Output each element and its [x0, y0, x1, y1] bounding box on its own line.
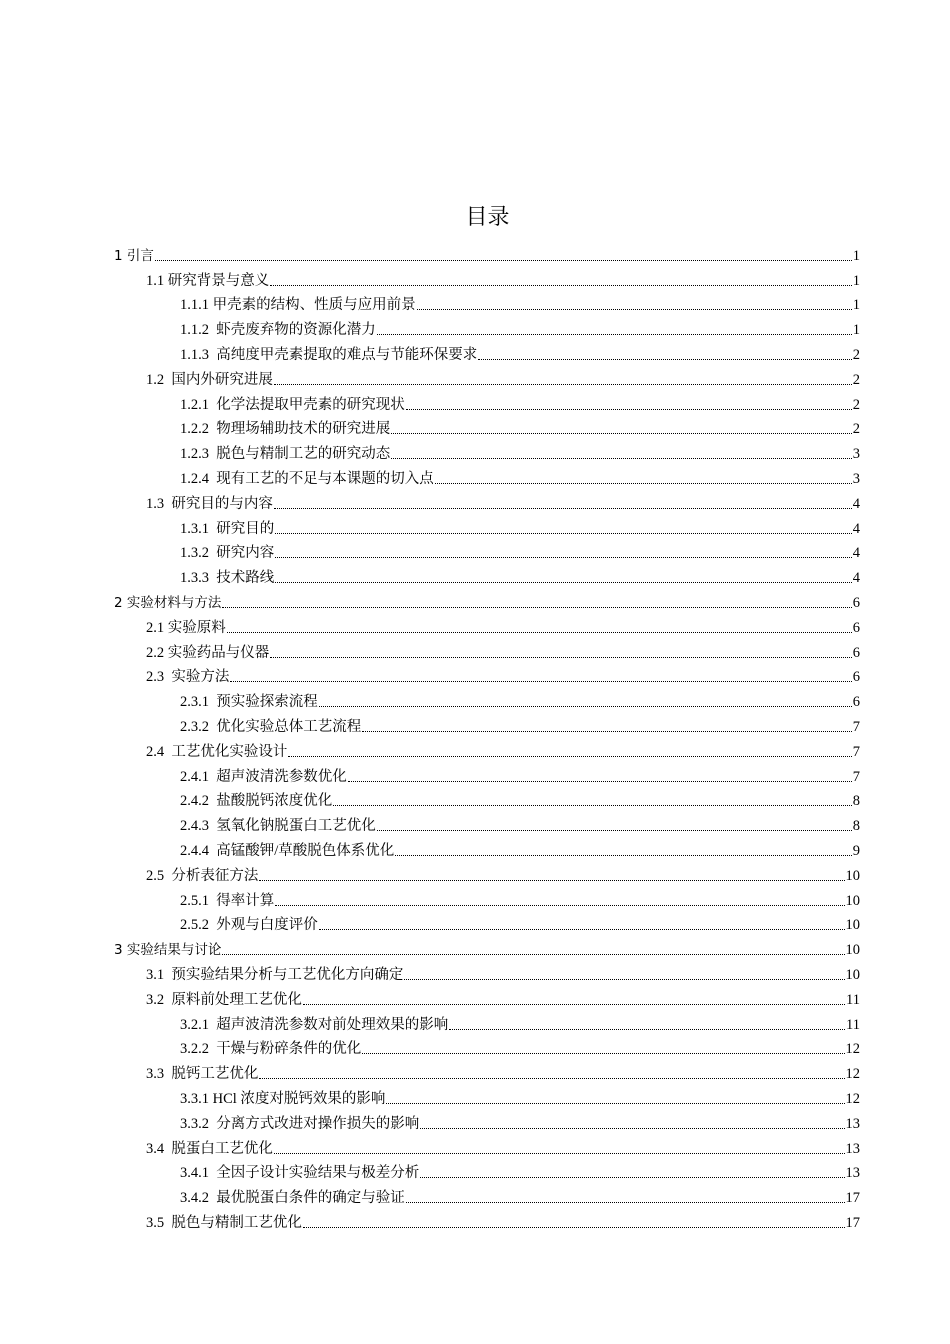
dot-leader: [406, 409, 852, 410]
toc-entry[interactable]: [146, 638, 860, 663]
toc-entry-title: 1.3.1 研究目的: [180, 520, 275, 537]
toc-entry-page-number: 4: [852, 495, 860, 512]
dot-leader: [275, 582, 852, 583]
toc-entry-title: 2.4.2 盐酸脱钙浓度优化: [180, 793, 333, 810]
toc-entry-title: 2.4.3 氢氧化钠脱蛋白工艺优化: [180, 818, 376, 835]
toc-entry-title: 3.2.2 干燥与粉碎条件的优化: [180, 1041, 362, 1058]
toc-entry-page-number: 12: [845, 1090, 860, 1107]
dot-leader: [362, 731, 852, 732]
toc-entry-page-number: 6: [852, 619, 860, 636]
toc-entry-title: 1.3.2 研究内容: [180, 545, 275, 562]
toc-title: 目录: [465, 205, 510, 230]
dot-leader: [391, 458, 852, 459]
toc-entry-page-number: 11: [846, 991, 860, 1008]
toc-entry-page-number: 9: [852, 842, 860, 859]
dot-leader: [222, 607, 851, 608]
toc-entry-page-number: 12: [845, 1041, 860, 1058]
toc-entry-title: 1.1.2 虾壳废弃物的资源化潜力: [180, 322, 376, 339]
dot-leader: [377, 334, 852, 335]
toc-entry-title: 2.4.1 超声波清洗参数优化: [180, 768, 347, 785]
toc-entry-title: 1.1.1 甲壳素的结构、性质与应用前景: [180, 297, 416, 314]
toc-entry[interactable]: [180, 514, 860, 539]
toc-entry[interactable]: [180, 415, 860, 440]
toc-entry-page-number: 3: [852, 470, 860, 487]
toc-entry[interactable]: [180, 340, 860, 365]
toc-entry-page-number: 10: [845, 917, 860, 934]
dot-leader: [377, 830, 852, 831]
dot-leader: [275, 557, 852, 558]
toc-entry-page-number: 2: [852, 371, 860, 388]
toc-entry-title: 3.5 脱色与精制工艺优化: [146, 1214, 302, 1231]
dot-leader: [270, 285, 852, 286]
toc-entry[interactable]: [180, 1010, 860, 1035]
toc-entry[interactable]: [180, 464, 860, 489]
toc-entry-title: 1.2.3 脱色与精制工艺的研究动态: [180, 446, 391, 463]
toc-entry[interactable]: [180, 1183, 860, 1208]
toc-entry-title: 3.2 原料前处理工艺优化: [146, 991, 302, 1008]
toc-entry[interactable]: [146, 489, 860, 514]
toc-entry-page-number: 2: [852, 396, 860, 413]
toc-entry-title: 3.2.1 超声波清洗参数对前处理效果的影响: [180, 1016, 449, 1033]
dot-leader: [230, 681, 851, 682]
dot-leader: [270, 657, 852, 658]
toc-entry[interactable]: [146, 266, 860, 291]
dot-leader: [333, 805, 852, 806]
toc-entry[interactable]: [180, 1159, 860, 1184]
toc-entry-title: 3.4 脱蛋白工艺优化: [146, 1140, 273, 1157]
toc-entry[interactable]: [180, 439, 860, 464]
toc-entry-page-number: 6: [852, 644, 860, 661]
toc-entry-title: 1.1.3 高纯度甲壳素提取的难点与节能环保要求: [180, 346, 478, 363]
toc-entry-title: 3.3.2 分离方式改进对操作损失的影响: [180, 1115, 420, 1132]
toc-entry[interactable]: [146, 613, 860, 638]
toc-entry-page-number: 2: [852, 346, 860, 363]
toc-entry-page-number: 10: [845, 892, 860, 909]
dot-leader: [319, 706, 852, 707]
toc-entry-title: 2.5 分析表征方法: [146, 867, 259, 884]
dot-leader: [478, 359, 852, 360]
toc-entry-page-number: 2: [852, 421, 860, 438]
toc-entry[interactable]: [180, 1035, 860, 1060]
toc-entry-title: 3.3.1 HCl 浓度对脱钙效果的影响: [180, 1090, 386, 1107]
toc-entry-title: 3 实验结果与讨论: [114, 942, 222, 959]
dot-leader: [404, 979, 844, 980]
toc-entry-title: 1.2 国内外研究进展: [146, 371, 273, 388]
dot-leader: [275, 533, 852, 534]
dot-leader: [288, 756, 851, 757]
toc-entry[interactable]: [114, 935, 860, 960]
toc-entry[interactable]: [180, 811, 860, 836]
toc-entry[interactable]: [180, 762, 860, 787]
toc-entry-title: 1.2.4 现有工艺的不足与本课题的切入点: [180, 470, 434, 487]
toc-entry[interactable]: [146, 663, 860, 688]
dot-leader: [227, 632, 852, 633]
toc-entry[interactable]: [146, 1208, 860, 1233]
toc-entry[interactable]: [180, 563, 860, 588]
toc-entry-title: 3.1 预实验结果分析与工艺优化方向确定: [146, 966, 404, 983]
toc-entry-title: 2.3.1 预实验探索流程: [180, 694, 318, 711]
toc-entry-title: 2.4 工艺优化实验设计: [146, 743, 288, 760]
toc-entry-title: 1.1 研究背景与意义: [146, 272, 270, 289]
toc-entry[interactable]: [146, 737, 860, 762]
toc-entry-title: 2.1 实验原料: [146, 619, 226, 636]
toc-entry-title: 2.2 实验药品与仪器: [146, 644, 270, 661]
toc-entry[interactable]: [180, 712, 860, 737]
toc-entry-page-number: 6: [852, 669, 860, 686]
dot-leader: [420, 1128, 844, 1129]
toc-entry[interactable]: [180, 787, 860, 812]
dot-leader: [275, 905, 844, 906]
toc-entry-page-number: 7: [852, 718, 860, 735]
toc-entry-page-number: 1: [852, 272, 860, 289]
toc-entry-title: 2.3.2 优化实验总体工艺流程: [180, 718, 362, 735]
toc-entry-title: 3.4.1 全因子设计实验结果与极差分析: [180, 1165, 420, 1182]
dot-leader: [362, 1053, 844, 1054]
dot-leader: [303, 1227, 845, 1228]
dot-leader: [319, 929, 845, 930]
toc-entry-title: 2.4.4 高锰酸钾/草酸脱色体系优化: [180, 842, 395, 859]
dot-leader: [222, 954, 844, 955]
toc-entry-page-number: 10: [845, 966, 860, 983]
toc-entry[interactable]: [146, 960, 860, 985]
toc-entry-page-number: 13: [845, 1165, 860, 1182]
toc-entry-page-number: 4: [852, 570, 860, 587]
toc-entry[interactable]: [180, 911, 860, 936]
toc-entry[interactable]: [180, 836, 860, 861]
dot-leader: [420, 1177, 844, 1178]
toc-entry-page-number: 1: [852, 322, 860, 339]
toc-entry-page-number: 7: [852, 743, 860, 760]
dot-leader: [348, 781, 852, 782]
toc-entry-title: 3.3 脱钙工艺优化: [146, 1066, 259, 1083]
dot-leader: [417, 309, 852, 310]
dot-leader: [449, 1029, 845, 1030]
dot-leader: [155, 260, 852, 261]
toc-entry[interactable]: [146, 1059, 860, 1084]
toc-entry-page-number: 6: [852, 594, 860, 611]
toc-entry[interactable]: [146, 365, 860, 390]
toc-entry-title: 1.2.1 化学法提取甲壳素的研究现状: [180, 396, 405, 413]
toc-entry-page-number: 4: [852, 545, 860, 562]
toc-entry[interactable]: [114, 241, 860, 266]
toc-entry-title: 3.4.2 最优脱蛋白条件的确定与验证: [180, 1190, 405, 1207]
dot-leader: [274, 384, 852, 385]
toc-entry-page-number: 10: [845, 942, 860, 959]
dot-leader: [391, 433, 852, 434]
toc-entry[interactable]: [114, 588, 860, 613]
toc-entry-page-number: 11: [846, 1016, 860, 1033]
toc-entry[interactable]: [146, 861, 860, 886]
toc-entry[interactable]: [146, 985, 860, 1010]
dot-leader: [259, 880, 844, 881]
toc-entry-page-number: 17: [845, 1190, 860, 1207]
toc-entry-page-number: 1: [852, 247, 860, 264]
toc-entry[interactable]: [180, 539, 860, 564]
toc-entry-page-number: 10: [845, 867, 860, 884]
toc-entry-title: 1.3.3 技术路线: [180, 570, 275, 587]
toc-entry-page-number: 4: [852, 520, 860, 537]
toc-entry-page-number: 12: [845, 1066, 860, 1083]
toc-entry-page-number: 8: [852, 818, 860, 835]
toc-entry-title: 2.3 实验方法: [146, 669, 230, 686]
toc-entry-page-number: 13: [845, 1140, 860, 1157]
dot-leader: [435, 483, 852, 484]
toc-entry[interactable]: [180, 886, 860, 911]
dot-leader: [274, 508, 852, 509]
dot-leader: [259, 1078, 844, 1079]
dot-leader: [303, 1004, 845, 1005]
toc-entry-title: 2.5.2 外观与白度评价: [180, 917, 318, 934]
toc-entry-title: 1 引言: [114, 247, 154, 264]
dot-leader: [274, 1153, 845, 1154]
toc-entry-title: 2.5.1 得率计算: [180, 892, 275, 909]
toc-entry-title: 2 实验材料与方法: [114, 594, 222, 611]
toc-entry-page-number: 17: [845, 1214, 860, 1231]
toc-entry-page-number: 3: [852, 446, 860, 463]
toc-entry[interactable]: [180, 687, 860, 712]
toc-entry-page-number: 13: [845, 1115, 860, 1132]
dot-leader: [406, 1202, 845, 1203]
toc-entry-page-number: 7: [852, 768, 860, 785]
toc-entry-title: 1.3 研究目的与内容: [146, 495, 273, 512]
toc-entry[interactable]: [180, 291, 860, 316]
dot-leader: [386, 1103, 844, 1104]
toc-entry[interactable]: [180, 390, 860, 415]
toc-entry-page-number: 1: [852, 297, 860, 314]
toc-entry-page-number: 6: [852, 694, 860, 711]
toc-entry-page-number: 8: [852, 793, 860, 810]
toc-entry[interactable]: [180, 315, 860, 340]
toc-entry[interactable]: [180, 1084, 860, 1109]
toc-entry-title: 1.2.2 物理场辅助技术的研究进展: [180, 421, 391, 438]
toc-entry[interactable]: [180, 1109, 860, 1134]
dot-leader: [395, 855, 851, 856]
toc-entry[interactable]: [146, 1134, 860, 1159]
